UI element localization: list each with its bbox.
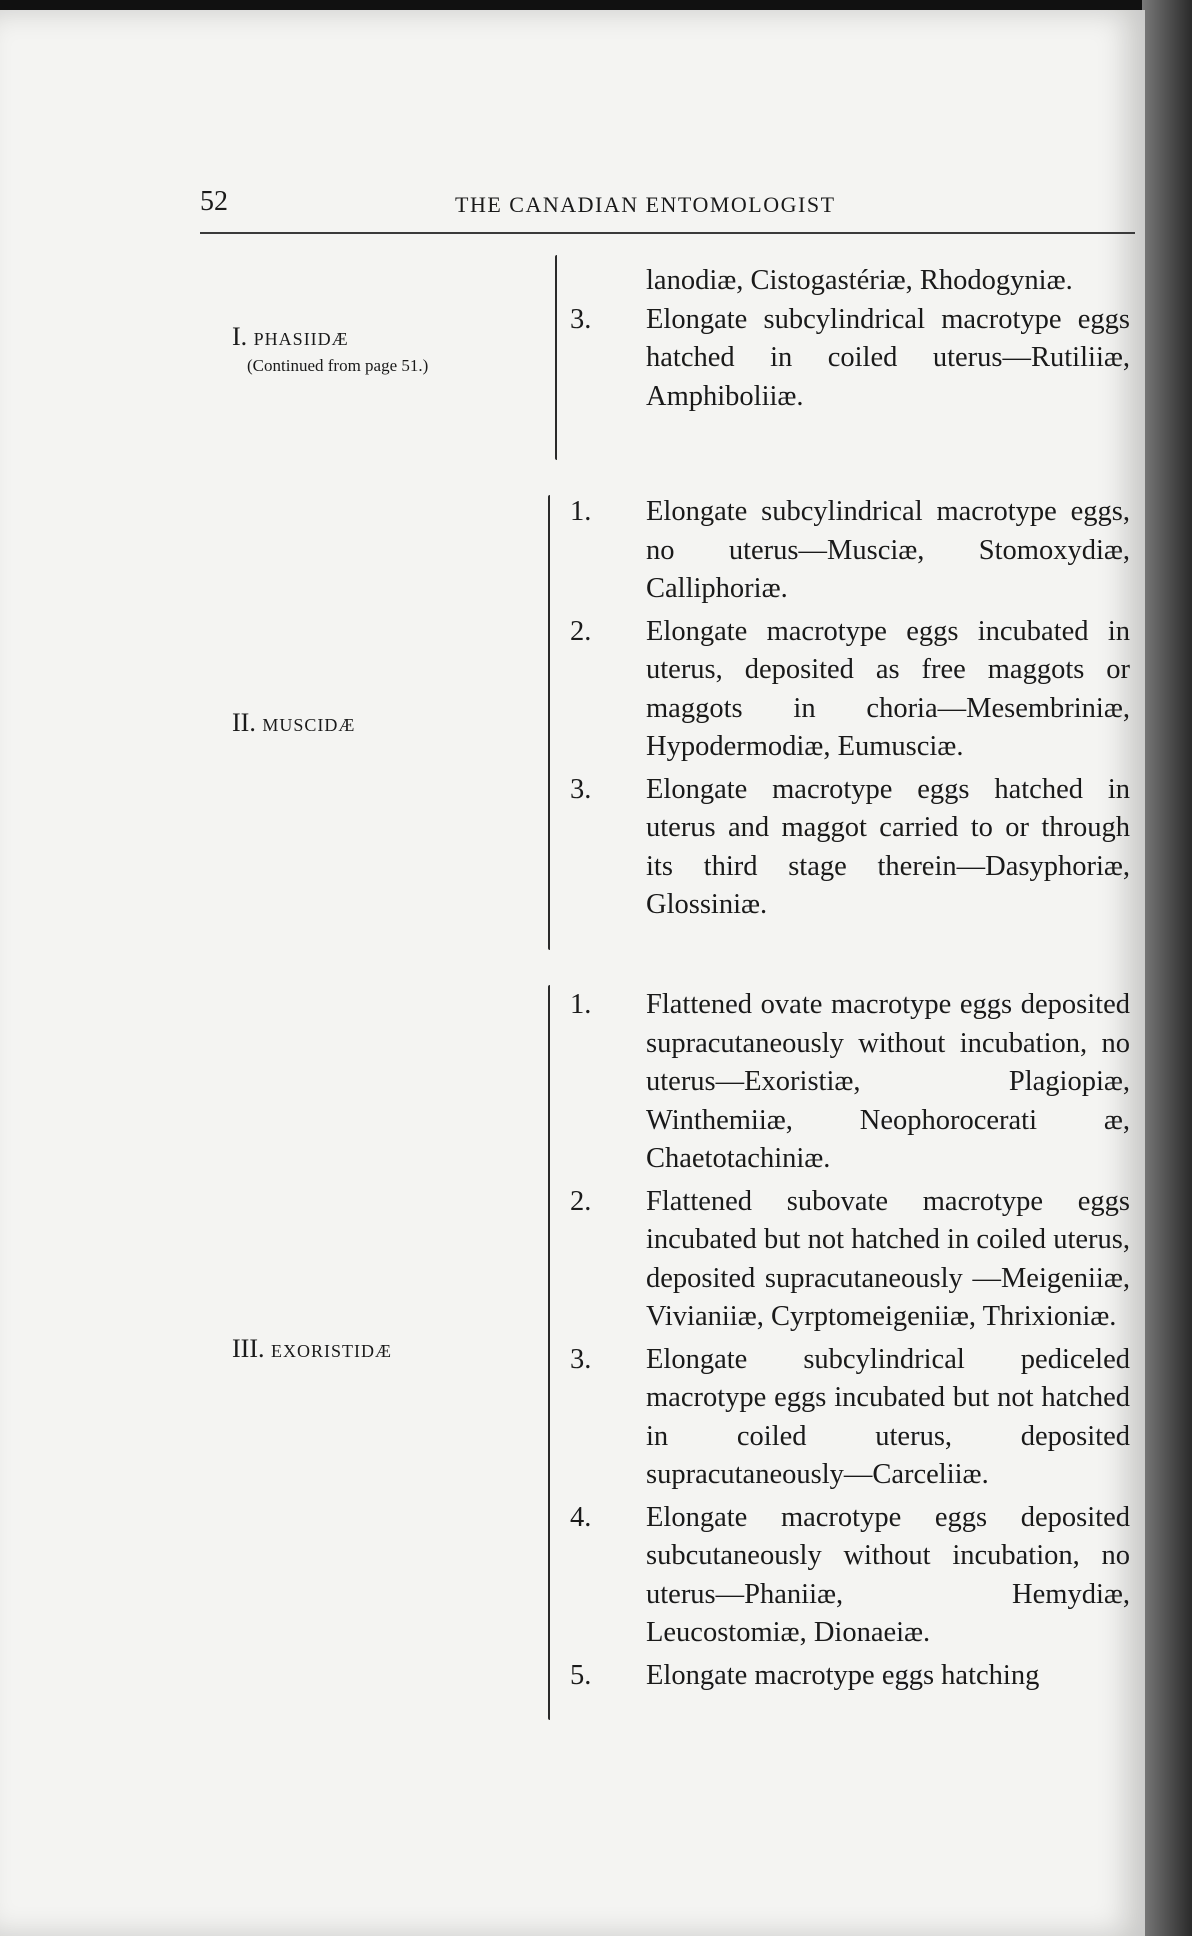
family-numeral: I. — [232, 322, 248, 351]
item-number: 1. — [570, 496, 592, 527]
family-title: MUSCIDÆ — [262, 715, 356, 735]
family-numeral: II. — [232, 708, 256, 737]
scan-binding-shadow — [1142, 0, 1192, 1936]
continuation-text: lanodiæ, Cistogastériæ, Rhodogyniæ. — [646, 265, 1073, 296]
item-text: Elongate macrotype eggs hatching — [646, 1659, 1040, 1691]
family-title: PHASIIDÆ — [253, 329, 349, 349]
family-label-phasiidae — [232, 322, 428, 376]
group-1-list — [570, 262, 1130, 416]
item-number: 3. — [570, 303, 592, 335]
brace-group-3 — [548, 985, 550, 1720]
list-item — [570, 1499, 1130, 1653]
list-item — [570, 613, 1130, 767]
list-item — [570, 1657, 1130, 1696]
brace-group-2 — [548, 495, 550, 950]
scan-top-edge — [0, 0, 1192, 10]
item-text: Elongate macrotype eggs hatched in uterus and maggot carried to or through its third stage therein—Dasyphoriæ, Glossiniæ. — [646, 773, 1130, 920]
item-number: 3. — [570, 1343, 592, 1375]
list-item — [570, 771, 1130, 925]
brace-group-1 — [555, 255, 557, 460]
item-text: Elongate subcylindrical macrotype eggs hatched in coiled uterus—Rutiliiæ, Amphiboliiæ. — [646, 303, 1130, 412]
item-number: 1. — [570, 989, 592, 1020]
family-title: EXORISTIDÆ — [270, 1341, 392, 1361]
family-name — [232, 322, 428, 352]
item-text: Flattened ovate macrotype eggs deposited supracutaneously without incubation, no uterus—Exoristiæ, Plagiopiæ, Winthemiiæ, Neophorocerati æ, Chaetotachiniæ. — [646, 989, 1130, 1174]
list-item — [570, 986, 1130, 1179]
item-text: Elongate subcylindrical macrotype eggs, no uterus—Musciæ, Stomoxydiæ, Calliphoriæ. — [646, 496, 1130, 604]
group-2-list — [570, 493, 1130, 925]
item-number: 3. — [570, 773, 592, 805]
list-item — [570, 493, 1130, 609]
list-item — [570, 1183, 1130, 1337]
list-item — [570, 301, 1130, 417]
page-number: 52 — [200, 186, 228, 217]
item-text: Elongate macrotype eggs deposited subcutaneously without incubation, no uterus—Phaniiæ, Hemydiæ, Leucostomiæ, Dionaeiæ. — [646, 1501, 1130, 1648]
item-number: 4. — [570, 1501, 592, 1533]
family-label-muscidae — [232, 708, 355, 738]
item-number: 5. — [570, 1659, 592, 1691]
list-item — [570, 1341, 1130, 1495]
page-header — [200, 186, 1130, 226]
item-number: 2. — [570, 615, 592, 647]
item-text: Elongate subcylindrical pediceled macrotype eggs incubated but not hatched in coiled uterus, deposited supracutaneously—Carceliiæ. — [646, 1343, 1130, 1490]
family-name — [232, 1334, 392, 1364]
group-3-list — [570, 986, 1130, 1695]
family-numeral: III. — [232, 1334, 265, 1363]
item-number: 2. — [570, 1185, 592, 1217]
family-name — [232, 708, 355, 738]
item-text: Flattened subovate macrotype eggs incubated but not hatched in coiled uterus, deposited supracutaneously —Meigeniiæ, Vivianiiæ, Cyrptomeigeniiæ, Thrixioniæ. — [646, 1185, 1130, 1332]
running-title: THE CANADIAN ENTOMOLOGIST — [455, 192, 836, 217]
item-text: Elongate macrotype eggs incubated in uterus, deposited as free maggots or maggots in choria—Mesembriniæ, Hypodermodiæ, Eumusciæ. — [646, 615, 1130, 762]
header-rule — [200, 232, 1135, 234]
continued-note: (Continued from page 51.) — [247, 356, 429, 375]
family-label-exoristidae — [232, 1334, 392, 1364]
